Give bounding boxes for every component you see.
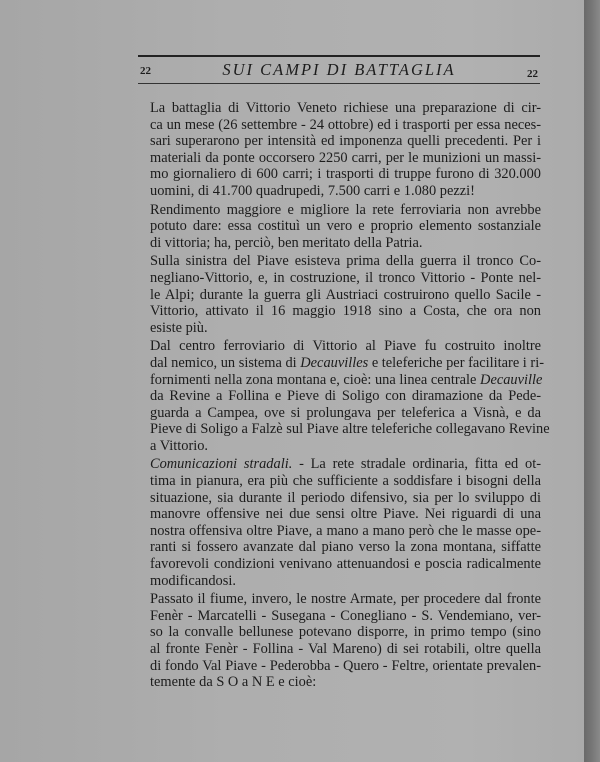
- text-line: ca un mese (26 settembre - 24 ottobre) ed i trasporti per essa neces-: [150, 116, 541, 133]
- text-line: Passato il fiume, invero, le nostre Armate, per procedere dal fronte: [150, 591, 541, 608]
- text-line: a Vittorio.: [150, 437, 209, 454]
- header-rule-top: [138, 55, 540, 57]
- text-line: dal nemico, un sistema di Decauvilles e teleferiche per facilitare i ri-: [150, 354, 544, 371]
- text-line: modificandosi.: [150, 572, 236, 589]
- text-line: di vittoria; ha, perciò, ben meritato della Patria.: [150, 234, 423, 251]
- text-line: Rendimento maggiore e migliore la rete ferroviaria non avrebbe: [150, 201, 541, 218]
- paragraph-6: [132, 591, 541, 691]
- page-number-left: 22: [140, 65, 151, 77]
- paragraph-3: [132, 253, 541, 336]
- text-line: esiste più.: [150, 319, 208, 336]
- text-line: Dal centro ferroviario di Vittorio al Piave fu costruito inoltre: [150, 338, 541, 355]
- header-rule-bottom: [138, 83, 540, 84]
- text-line: nostra offensiva oltre Piave, a mano a mano però che le masse ope-: [150, 522, 541, 539]
- running-header: [138, 60, 540, 82]
- text-line: Pieve di Soligo a Falzè sul Piave altre teleferiche collegavano Revine: [150, 421, 550, 438]
- page-edge-shadow: [584, 0, 600, 762]
- text-line: La battaglia di Vittorio Veneto richiese una preparazione di cir-: [150, 100, 541, 116]
- page-number-right: 22: [527, 68, 538, 80]
- text-line: potuto dare: essa costituì un vero e proprio elemento sostanziale: [150, 218, 541, 235]
- paragraph-5: [132, 456, 541, 589]
- text-line: tima in pianura, era più che sufficiente a soddisfare i bisogni della: [150, 473, 541, 490]
- text-line: materiali da ponte occorsero 2250 carri, per le munizioni un massi-: [150, 149, 541, 166]
- paragraph-2: [132, 202, 541, 252]
- paragraph-4: [132, 338, 550, 454]
- text-line: Comunicazioni stradali. - La rete stradale ordinaria, fitta ed ot-: [150, 456, 542, 473]
- text-line: al fronte Fenèr - Follina - Val Mareno) di sei rotabili, oltre quella: [150, 641, 541, 657]
- running-title: SUI CAMPI DI BATTAGLIA: [222, 60, 456, 79]
- text-line: mo giornaliero di 600 carri; i trasporti di truppe furono di 320.000: [150, 166, 541, 183]
- text-line: so la convalle bellunese potevano disporre, in primo tempo (sino: [150, 624, 541, 641]
- text-line: ranti si fossero avanzate dal piano verso la zona montana, siffatte: [150, 539, 541, 556]
- text-line: negliano-Vittorio, e, in costruzione, il tronco Vittorio - Ponte nel-: [150, 269, 541, 286]
- text-line: di fondo Val Piave - Pederobba - Quero - Feltre, orientate prevalen-: [150, 657, 541, 674]
- body-text: [132, 100, 550, 693]
- text-line: favorevoli condizioni venivano attenuandosi e poscia radicalmente: [150, 556, 541, 573]
- text-line: da Revine a Follina e Pieve di Soligo con diramazione da Pede-: [150, 388, 541, 405]
- text-line: fornimenti nella zona montana e, cioè: una linea centrale Decauville: [150, 371, 543, 388]
- text-line: manovre offensive nei due sensi oltre Piave. Nei riguardi di una: [150, 506, 541, 523]
- text-line: Vittorio, attivato il 16 maggio 1918 sino a Costa, che ora non: [150, 303, 541, 320]
- italic-term: Decauville: [480, 371, 543, 388]
- text-line: sari superarono per intensità ed imponenza quelli precedenti. Per i: [150, 133, 541, 150]
- paragraph-1: [132, 100, 541, 200]
- text-line: uomini, di 41.700 quadrupedi, 7.500 carri e 1.080 pezzi!: [150, 182, 475, 199]
- text-line: Sulla sinistra del Piave esisteva prima della guerra il tronco Co-: [150, 253, 541, 270]
- text-line: guarda a Campea, ove si prolungava per teleferica a Visnà, e da: [150, 404, 541, 421]
- text-line: Fenèr - Marcatelli - Susegana - Conegliano - S. Vendemiano, ver-: [150, 607, 541, 624]
- text-line: le Alpi; durante la guerra gli Austriaci costruirono quello Sacile -: [150, 286, 541, 303]
- italic-term: Decauvilles: [300, 354, 369, 371]
- section-heading-italic: Comunicazioni stradali.: [150, 456, 293, 473]
- text-line: temente da S O a N E e cioè:: [150, 674, 317, 691]
- text-line: situazione, sia durante il periodo difensivo, sia per lo sviluppo di: [150, 489, 541, 506]
